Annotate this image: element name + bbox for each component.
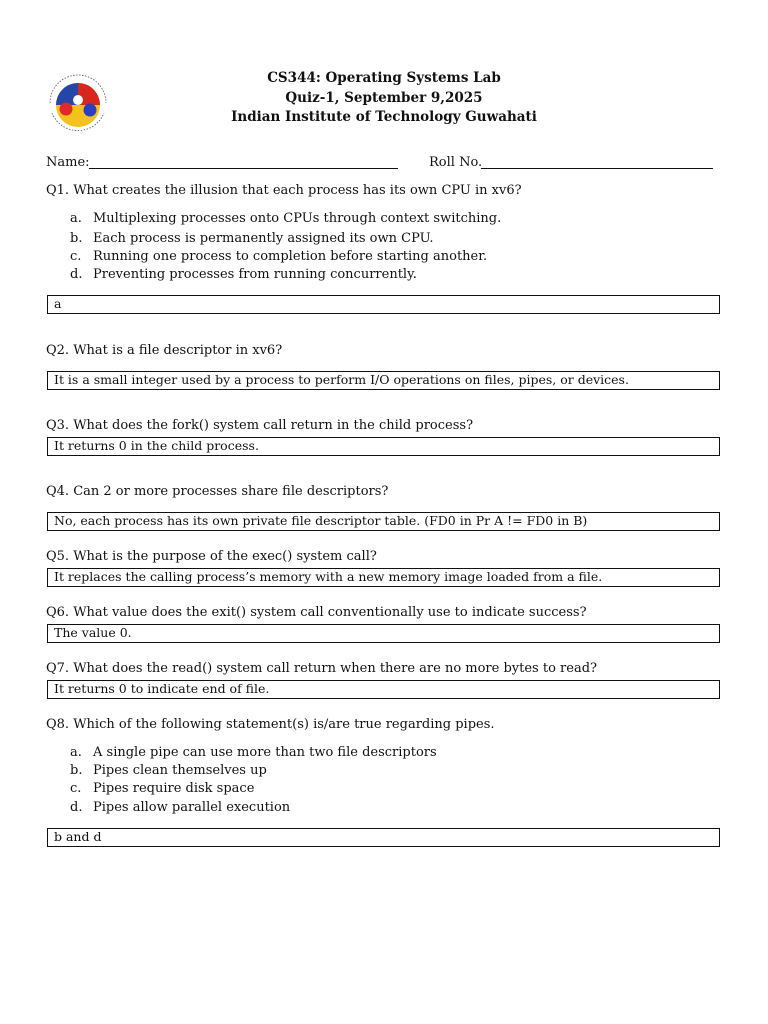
- option-text: Pipes require disk space: [93, 781, 255, 796]
- option-text: Each process is permanently assigned its own CPU.: [93, 231, 434, 246]
- option-letter: c.: [70, 249, 82, 264]
- answer-box-3[interactable]: It returns 0 in the child process.: [47, 437, 720, 456]
- question-1: Q1. What creates the illusion that each process has its own CPU in xv6?: [46, 183, 522, 198]
- answer-box-2[interactable]: It is a small integer used by a process to perform I/O operations on files, pipes, or devices.: [47, 371, 720, 390]
- option-text: Pipes clean themselves up: [93, 763, 267, 778]
- option-letter: a.: [70, 745, 82, 760]
- question-2: Q2. What is a file descriptor in xv6?: [46, 343, 283, 358]
- quiz-title: Quiz-1, September 9,2025: [285, 90, 483, 106]
- option-letter: c.: [70, 781, 82, 796]
- question-4: Q4. Can 2 or more processes share file descriptors?: [46, 484, 389, 499]
- option-letter: b.: [70, 231, 83, 246]
- answer-box-7[interactable]: It returns 0 to indicate end of file.: [47, 680, 720, 699]
- question-6: Q6. What value does the exit() system call conventionally use to indicate success?: [46, 605, 587, 620]
- answer-box-4[interactable]: No, each process has its own private file descriptor table. (FD0 in Pr A != FD0 in B): [47, 512, 720, 531]
- option-letter: d.: [70, 267, 83, 282]
- option-text: Preventing processes from running concurrently.: [93, 267, 417, 282]
- name-label: Name:: [46, 155, 90, 170]
- answer-box-5[interactable]: It replaces the calling process’s memory with a new memory image loaded from a file.: [47, 568, 720, 587]
- option-letter: a.: [70, 211, 82, 226]
- course-title: CS344: Operating Systems Lab: [267, 70, 501, 86]
- question-3: Q3. What does the fork() system call return in the child process?: [46, 418, 474, 433]
- question-8: Q8. Which of the following statement(s) is/are true regarding pipes.: [46, 717, 495, 732]
- question-7: Q7. What does the read() system call return when there are no more bytes to read?: [46, 661, 597, 676]
- option-text: Running one process to completion before starting another.: [93, 249, 488, 264]
- answer-box-8[interactable]: b and d: [47, 828, 720, 847]
- name-field[interactable]: [89, 168, 398, 169]
- roll-field[interactable]: [481, 168, 713, 169]
- institute-title: Indian Institute of Technology Guwahati: [231, 109, 537, 125]
- option-text: Multiplexing processes onto CPUs through context switching.: [93, 211, 502, 226]
- answer-box-6[interactable]: The value 0.: [47, 624, 720, 643]
- option-letter: b.: [70, 763, 83, 778]
- option-letter: d.: [70, 800, 83, 815]
- option-text: Pipes allow parallel execution: [93, 800, 291, 815]
- option-text: A single pipe can use more than two file descriptors: [93, 745, 437, 760]
- roll-label: Roll No.: [429, 155, 483, 170]
- answer-box-1[interactable]: a: [47, 295, 720, 314]
- question-5: Q5. What is the purpose of the exec() system call?: [46, 549, 377, 564]
